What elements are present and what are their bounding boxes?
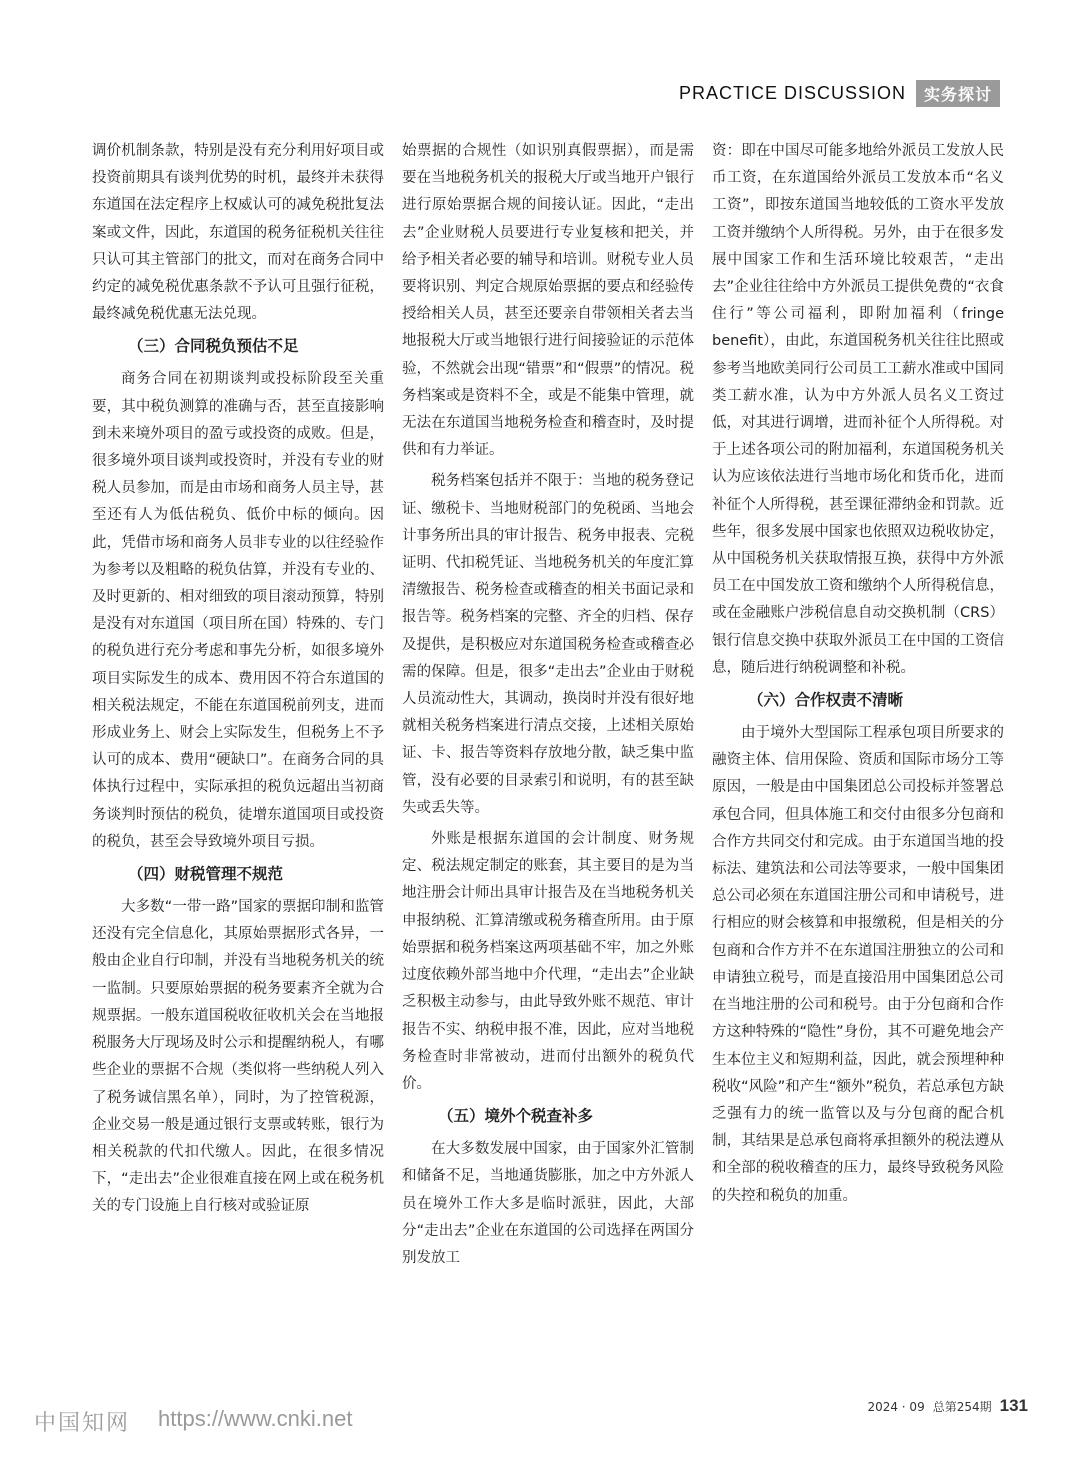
section-heading-5: （五）境外个税查补多	[438, 1107, 594, 1126]
paragraph: 大多数“一带一路”国家的票据印制和监管还没有完全信息化，其原始票据形式各异，一般由企业自行印制，并没有当地税务机关的统一监制。只要原始票据的税务要素齐全就为合规票据。一般东道国税收征收机关会在当地报税服务大厅现场及时公示和提醒纳税人，有哪些企业的票据不合规（类似将一些纳税人列入了税务诚信黑名单），同时，为了控管税源，企业交易一般是通过银行支票或转账，银行为相关税款的代扣代缴人。因此，在很多情况下，“走出去”企业很难直接在网上或在税务机关的专门设施上自行核对或验证原	[92, 899, 384, 1215]
watermark-logo-text: 中国知网	[34, 1411, 131, 1436]
paragraph: 在大多数发展中国家，由于国家外汇管制和储备不足，当地通货膨胀，加之中方外派人员在境外工作大多是临时派驻，因此，大部分“走出去”企业在东道国的公司选择在两国分别发放工	[402, 1141, 694, 1266]
section-heading-4: （四）财税管理不规范	[128, 865, 284, 884]
section-title-en: PRACTICE DISCUSSION	[678, 83, 906, 103]
page-header	[679, 80, 1000, 107]
paragraph: 由于境外大型国际工程承包项目所要求的融资主体、信用保险、资质和国际市场分工等原因，一般是由中国集团总公司投标并签署总承包合同，但具体施工和交付由很多分包商和合作方共同交付和完成。由于东道国当地的投标法、建筑法和公司法等要求，一般中国集团总公司必须在东道国注册公司和申请税号，进行相应的财会核算和申报缴税，但是相关的分包商和合作方并不在东道国注册独立的公司和申请独立税号，而是直接沿用中国集团总公司在当地注册的公司和税号。由于分包商和合作方这种特殊的“隐性”身份，其不可避免地会产生本位主义和短期利益，因此，就会预埋种种税收“风险”和产生“额外”税负，若总承包方缺乏强有力的统一监管以及与分包商的配合机制，其结果是总承包商将承担额外的税法遵从和全部的税收稽查的压力，最终导致税务风险的失控和税负的加重。	[712, 725, 1004, 1204]
issue-date: 2024 · 09	[867, 1400, 925, 1414]
watermark-url[interactable]: https://www.cnki.net	[158, 1406, 353, 1431]
column-3	[712, 138, 1004, 1214]
watermark	[34, 1406, 352, 1437]
paragraph: 始票据的合规性（如识别真假票据），而是需要在当地税务机关的报税大厅或当地开户银行进行原始票据合规的间接认证。因此，“走出去”企业财税人员要进行专业复核和把关，并给予相关者必要的辅导和培训。财税专业人员要将识别、判定合规原始票据的要点和经验传授给相关人员，甚至还要亲自带领相关者去当地报税大厅或当地银行进行间接验证的示范体验，不然就会出现“错票”和“假票”的情况。税务档案或是资料不全，或是不能集中管理，就无法在东道国当地税务检查和稽查时，及时提供和有力举证。	[402, 143, 694, 459]
paragraph: 外账是根据东道国的会计制度、财务规定、税法规定制定的账套，其主要目的是为当地注册会计师出具审计报告及在当地税务机关申报纳税、汇算清缴或税务稽查所用。由于原始票据和税务档案这两项基础不牢，加之外账过度依赖外部当地中介代理，“走出去”企业缺乏积极主动参与，由此导致外账不规范、审计报告不实、纳税申报不准，因此，应对当地税务检查时非常被动，进而付出额外的税负代价。	[402, 831, 694, 1092]
paragraph: 资：即在中国尽可能多地给外派员工发放人民币工资，在东道国给外派员工发放本币“名义工资”，即按东道国当地较低的工资水平发放工资并缴纳个人所得税。另外，由于在很多发展中国家工作和生活环境比较艰苦，“走出去”企业往往给中方外派员工提供免费的“衣食住行”等公司福利，即附加福利（fringe benefit），由此，东道国税务机关往往比照或参考当地欧美同行公司员工工薪水准或中国同类工薪水准，认为中方外派人员名义工资过低，对其进行调增，进而补征个人所得税。对于上述各项公司的附加福利，东道国税务机关认为应该依法进行当地市场化和货币化，进而补征个人所得税，甚至课征滞纳金和罚款。近些年，很多发展中国家也依照双边税收协定，从中国税务机关获取情报互换，获得中方外派员工在中国发放工资和缴纳个人所得税信息，或在金融账户涉税信息自动交换机制（CRS）银行信息交换中获取外派员工在中国的工资信息，随后进行纳税调整和补税。	[712, 143, 1004, 676]
section-heading-3: （三）合同税负预估不足	[128, 337, 299, 356]
paragraph: 商务合同在初期谈判或投标阶段至关重要，其中税负测算的准确与否，甚至直接影响到未来境外项目的盈亏或投资的成败。但是，很多境外项目谈判或投资时，并没有专业的财税人员参加，而是由市场和商务人员主导，甚至还有人为低估税负、低价中标的倾向。因此，凭借市场和商务人员非专业的以往经验作为参考以及粗略的税负估算，并没有专业的、及时更新的、相对细致的项目滚动预算，特别是没有对东道国（项目所在国）特殊的、专门的税负进行充分考虑和事先分析，如很多境外项目实际发生的成本、费用因不符合东道国的相关税法规定，不能在东道国税前列支，进而形成业务上、财会上实际发生，但税务上不予认可的成本、费用“硬缺口”。在商务合同的具体执行过程中，实际承担的税负远超出当初商务谈判时预估的税负，徒增东道国项目或投资的税负，甚至会导致境外项目亏损。	[92, 371, 384, 850]
paragraph: 税务档案包括并不限于：当地的税务登记证、缴税卡、当地财税部门的免税函、当地会计事务所出具的审计报告、税务申报表、完税证明、代扣税凭证、当地税务机关的年度汇算清缴报告、税务检查或稽查的相关书面记录和报告等。税务档案的完整、齐全的归档、保存及提供，是积极应对东道国税务检查或稽查必需的保障。但是，很多“走出去”企业由于财税人员流动性大，其调动，换岗时并没有很好地就相关税务档案进行清点交接，上述相关原始证、卡、报告等资料存放地分散，缺乏集中监管，没有必要的目录索引和说明，有的甚至缺失或丢失等。	[402, 473, 694, 816]
paragraph: 调价机制条款，特别是没有充分利用好项目或投资前期具有谈判优势的时机，最终并未获得东道国在法定程序上权威认可的减免税批复法案或文件，因此，东道国的税务征税机关往往只认可其主管部门的批文，而对在商务合同中约定的减免税优惠条款不予认可且强行征税，最终减免税优惠无法兑现。	[92, 143, 384, 323]
column-2	[402, 138, 694, 1276]
page-footer	[867, 1396, 1028, 1416]
page-number: 131	[999, 1396, 1028, 1415]
section-title-cn: 实务探讨	[916, 80, 1000, 107]
issue-total: 总第254期	[932, 1400, 992, 1414]
section-heading-6: （六）合作权责不清晰	[748, 691, 904, 710]
column-1	[92, 138, 384, 1225]
